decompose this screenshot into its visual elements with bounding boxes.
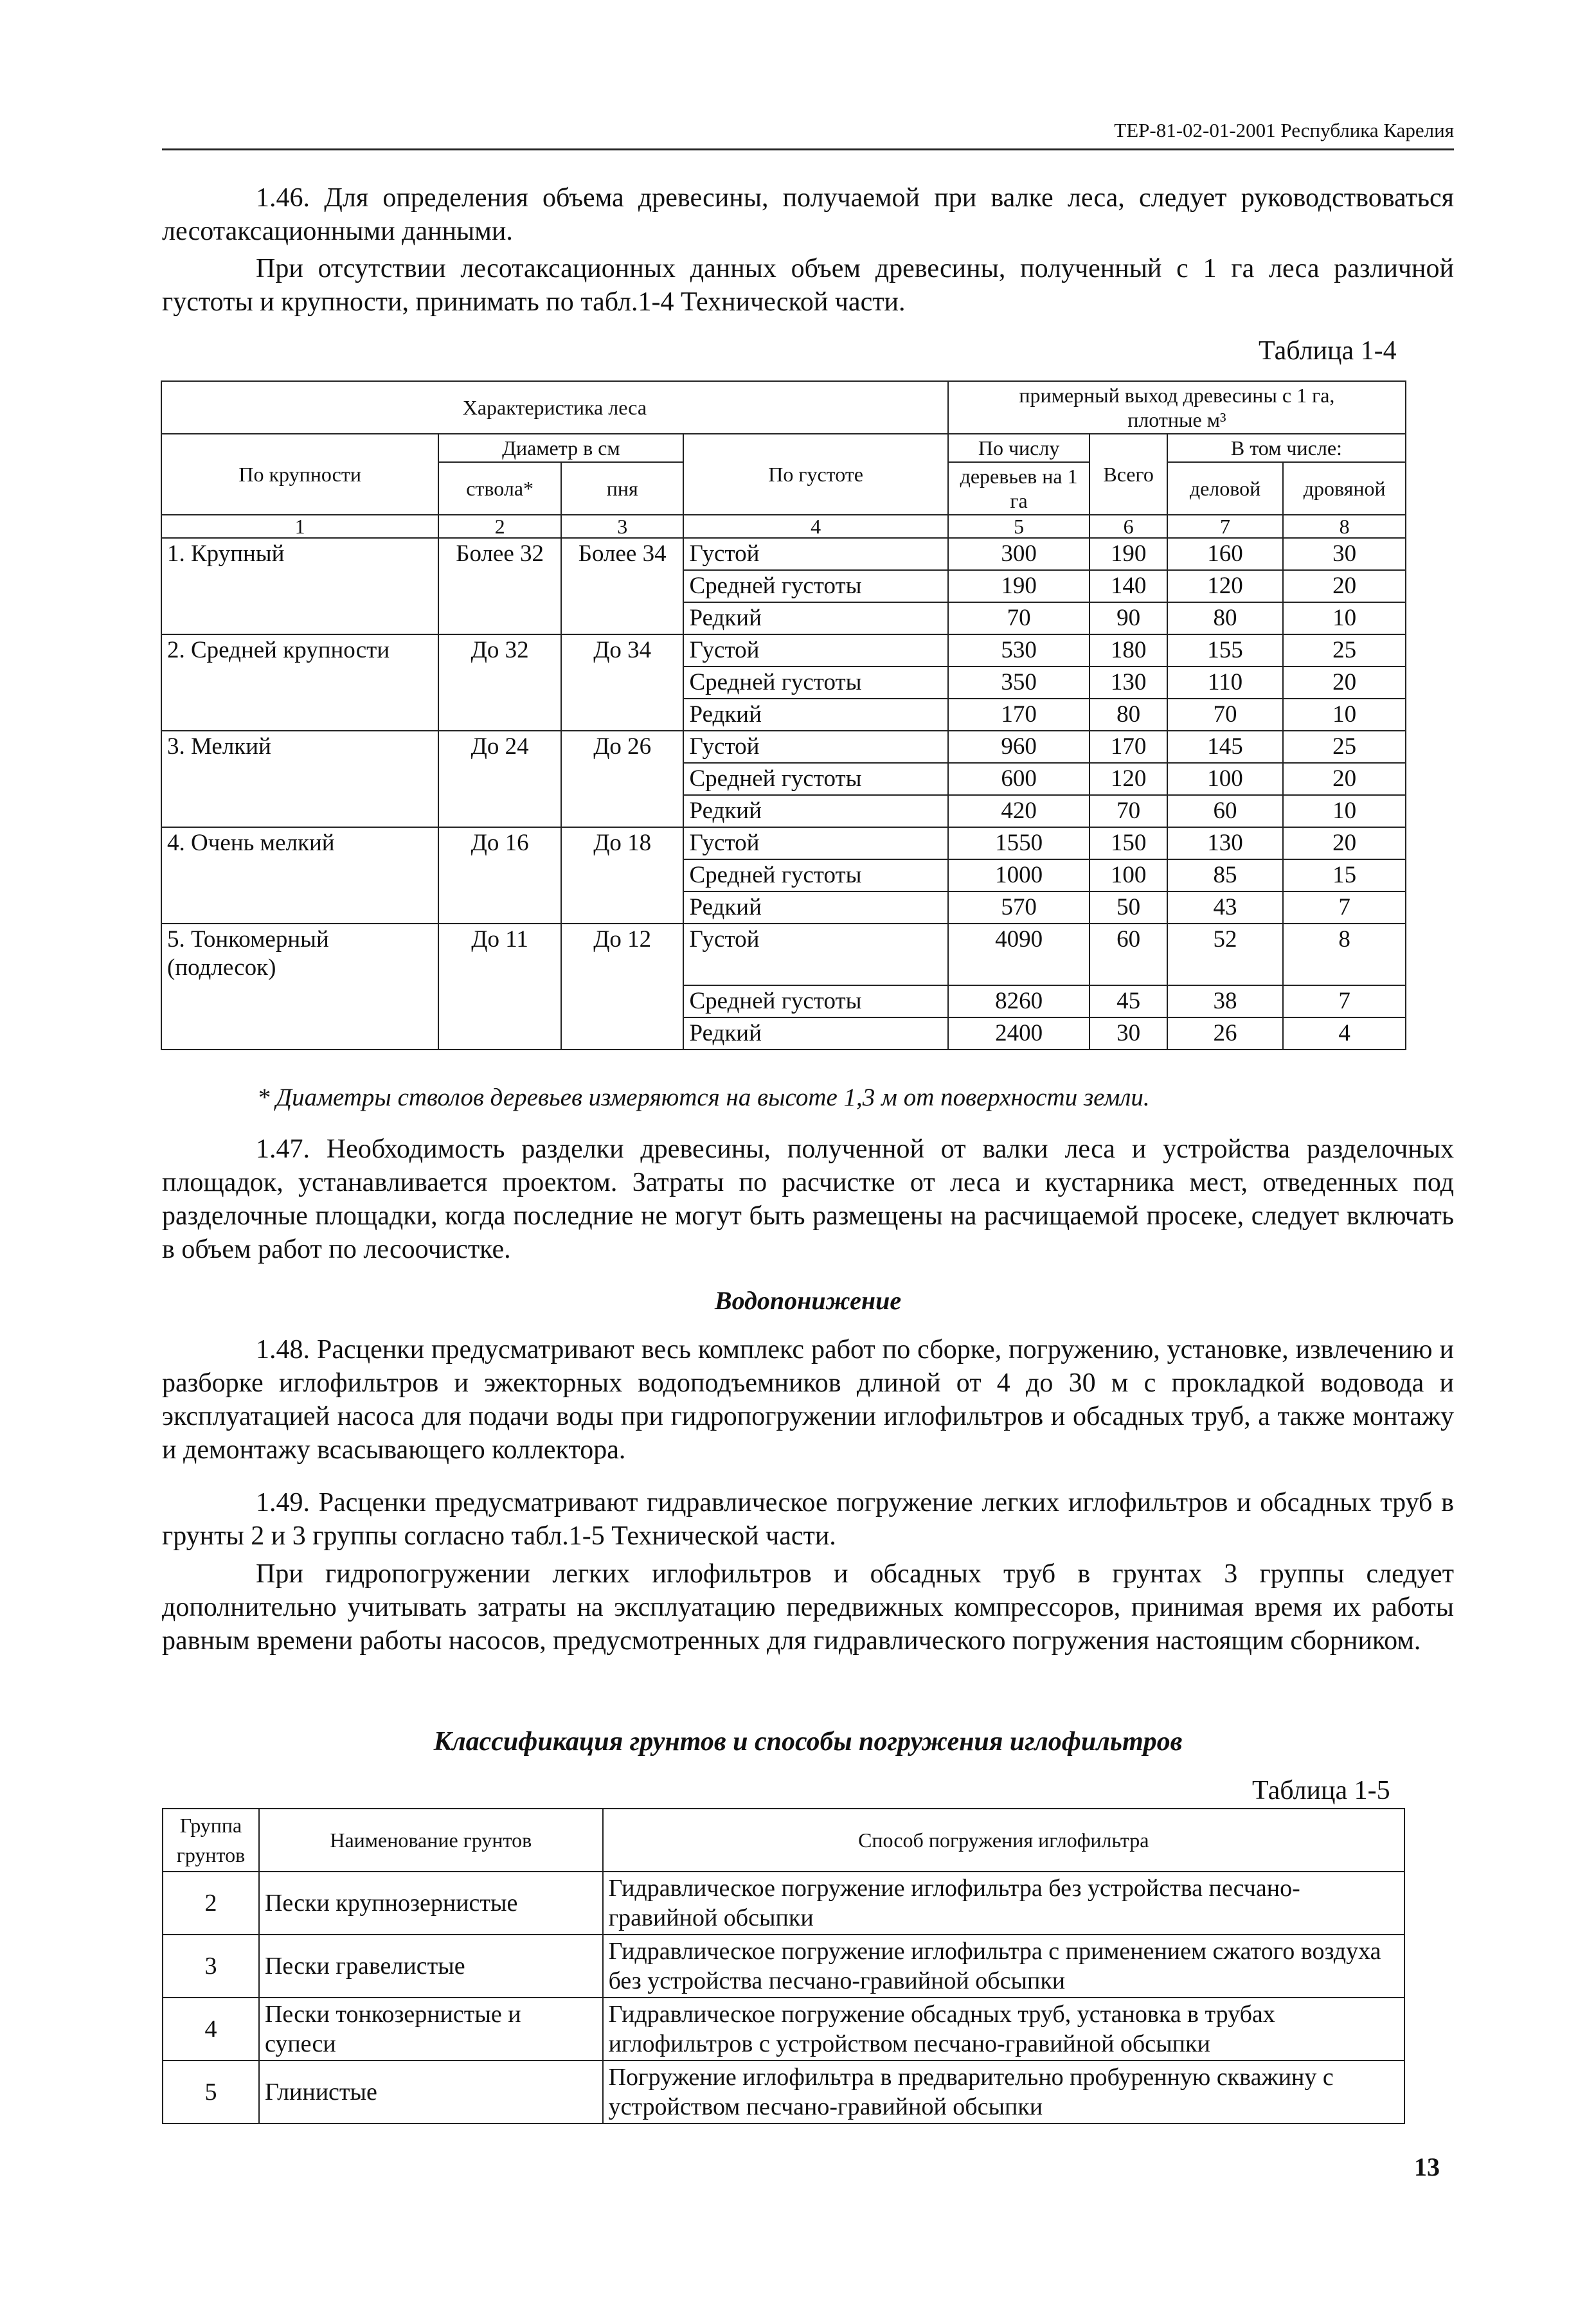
business-volume: 70 bbox=[1167, 699, 1284, 731]
total-volume: 60 bbox=[1089, 924, 1167, 985]
header-including: В том числе: bbox=[1167, 434, 1406, 462]
soil-name: Пески тонкозернистые и супеси bbox=[259, 1998, 603, 2061]
business-volume: 110 bbox=[1167, 666, 1284, 699]
table-1-5-title: Классификация грунтов и способы погружения иглофильтров bbox=[433, 1727, 1183, 1757]
size-class: 2. Средней крупности bbox=[161, 634, 438, 731]
density: Густой bbox=[683, 634, 947, 666]
size-class: 4. Очень мелкий bbox=[161, 827, 438, 924]
total-volume: 100 bbox=[1089, 859, 1167, 891]
trees-per-ha: 1550 bbox=[948, 827, 1090, 859]
table-1-4-footnote: * Диаметры стволов деревьев измеряются на высоте 1,3 м от поверхности земли. bbox=[257, 1084, 1150, 1111]
paragraph-1-47: 1.47. Необходимость разделки древесины, полученной от валки леса и устройства разделочных площадок, устанавливается проектом. Затраты по расчистке от леса и кустарника мест, отведенных под разделочные площадки, когда последние не могут быть размещены на расчищаемой просеке, следует включать в объем работ по лесоочистке. bbox=[162, 1134, 1454, 1264]
total-volume: 90 bbox=[1089, 602, 1167, 634]
column-index-row bbox=[161, 515, 1406, 538]
firewood-volume: 8 bbox=[1283, 924, 1406, 985]
firewood-volume: 25 bbox=[1283, 634, 1406, 666]
table-row bbox=[163, 1935, 1404, 1998]
trees-per-ha: 350 bbox=[948, 666, 1090, 699]
business-volume: 155 bbox=[1167, 634, 1284, 666]
density: Средней густоты bbox=[683, 570, 947, 602]
total-volume: 130 bbox=[1089, 666, 1167, 699]
density: Редкий bbox=[683, 602, 947, 634]
business-volume: 43 bbox=[1167, 891, 1284, 924]
trunk-diameter: Более 32 bbox=[438, 538, 561, 634]
paragraph-1-49: 1.49. Расценки предусматривают гидравлическое погружение легких иглофильтров и обсадных труб в грунты 2 и 3 группы согласно табл.1-5 Технической части. bbox=[162, 1488, 1454, 1551]
header-diameter: Диаметр в см bbox=[438, 434, 683, 462]
column-index: 5 bbox=[948, 515, 1090, 538]
trunk-diameter: До 24 bbox=[438, 731, 561, 827]
header-trees-per-ha: деревьев на 1 га bbox=[948, 462, 1090, 515]
firewood-volume: 10 bbox=[1283, 602, 1406, 634]
density: Средней густоты bbox=[683, 763, 947, 795]
table-row bbox=[163, 1872, 1404, 1935]
header-stump: пня bbox=[561, 462, 684, 515]
firewood-volume: 10 bbox=[1283, 699, 1406, 731]
trees-per-ha: 4090 bbox=[948, 924, 1090, 985]
column-index: 2 bbox=[438, 515, 561, 538]
density: Густой bbox=[683, 538, 947, 570]
trees-per-ha: 530 bbox=[948, 634, 1090, 666]
firewood-volume: 7 bbox=[1283, 891, 1406, 924]
immersion-method: Гидравлическое погружение иглофильтра с применением сжатого воздуха без устройства песчано-гравийной обсыпки bbox=[603, 1935, 1404, 1998]
trunk-diameter: До 16 bbox=[438, 827, 561, 924]
immersion-method: Гидравлическое погружение иглофильтра без устройства песчано-гравийной обсыпки bbox=[603, 1872, 1404, 1935]
total-volume: 80 bbox=[1089, 699, 1167, 731]
header-characteristic: Характеристика леса bbox=[161, 381, 948, 434]
total-volume: 70 bbox=[1089, 795, 1167, 827]
firewood-volume: 10 bbox=[1283, 795, 1406, 827]
business-volume: 52 bbox=[1167, 924, 1284, 985]
table-1-4-caption: Таблица 1-4 bbox=[1259, 336, 1397, 366]
trees-per-ha: 300 bbox=[948, 538, 1090, 570]
header-yield-line2: плотные м³ bbox=[1127, 408, 1226, 431]
header-by-count: По числу bbox=[948, 434, 1090, 462]
total-volume: 180 bbox=[1089, 634, 1167, 666]
trees-per-ha: 170 bbox=[948, 699, 1090, 731]
firewood-volume: 20 bbox=[1283, 763, 1406, 795]
trees-per-ha: 190 bbox=[948, 570, 1090, 602]
trees-per-ha: 570 bbox=[948, 891, 1090, 924]
trees-per-ha: 2400 bbox=[948, 1017, 1090, 1050]
stump-diameter: До 12 bbox=[561, 924, 684, 1050]
header-method: Способ погружения иглофильтра bbox=[603, 1809, 1404, 1872]
table-row bbox=[163, 2061, 1404, 2124]
size-class: 5. Тонкомерный (подлесок) bbox=[161, 924, 438, 1050]
header-soil-name: Наименование грунтов bbox=[259, 1809, 603, 1872]
header-business-wood: деловой bbox=[1167, 462, 1284, 515]
trunk-diameter: До 11 bbox=[438, 924, 561, 1050]
trees-per-ha: 420 bbox=[948, 795, 1090, 827]
total-volume: 170 bbox=[1089, 731, 1167, 763]
column-index: 7 bbox=[1167, 515, 1284, 538]
density: Густой bbox=[683, 731, 947, 763]
table-row bbox=[161, 924, 1406, 985]
size-class: 3. Мелкий bbox=[161, 731, 438, 827]
business-volume: 100 bbox=[1167, 763, 1284, 795]
soil-name: Глинистые bbox=[259, 2061, 603, 2124]
header-trunk: ствола* bbox=[438, 462, 561, 515]
column-index: 3 bbox=[561, 515, 684, 538]
header-yield bbox=[948, 381, 1406, 434]
header-soil-group: Группа грунтов bbox=[163, 1809, 259, 1872]
paragraph-1-48: 1.48. Расценки предусматривают весь комплекс работ по сборке, погружению, установке, извлечению и разборке иглофильтров и эжекторных водоподъемников длиной от 4 до 30 м с прокладкой водовода и эксплуатацией насоса для подачи воды при гидропогружении иглофильтров и обсадных труб, а также монтажу и демонтажу всасывающего коллектора. bbox=[162, 1335, 1454, 1465]
total-volume: 30 bbox=[1089, 1017, 1167, 1050]
total-volume: 140 bbox=[1089, 570, 1167, 602]
immersion-method: Погружение иглофильтра в предварительно пробуренную скважину с устройством песчано-гравийной обсыпки bbox=[603, 2061, 1404, 2124]
section-heading: Водопонижение bbox=[714, 1286, 902, 1315]
column-index: 8 bbox=[1283, 515, 1406, 538]
table-row bbox=[163, 1998, 1404, 2061]
firewood-volume: 20 bbox=[1283, 570, 1406, 602]
business-volume: 85 bbox=[1167, 859, 1284, 891]
header-total: Всего bbox=[1089, 434, 1167, 515]
size-class: 1. Крупный bbox=[161, 538, 438, 634]
business-volume: 160 bbox=[1167, 538, 1284, 570]
paragraph-1-46: 1.46. Для определения объема древесины, получаемой при валке леса, следует руководствоваться лесотаксационными данными. bbox=[162, 183, 1454, 246]
stump-diameter: До 26 bbox=[561, 731, 684, 827]
header-yield-line1: примерный выход древесины с 1 га, bbox=[1019, 384, 1335, 407]
density: Средней густоты bbox=[683, 985, 947, 1017]
density: Редкий bbox=[683, 1017, 947, 1050]
page-number: 13 bbox=[1414, 2152, 1440, 2181]
trees-per-ha: 8260 bbox=[948, 985, 1090, 1017]
density: Редкий bbox=[683, 891, 947, 924]
density: Густой bbox=[683, 827, 947, 859]
trees-per-ha: 960 bbox=[948, 731, 1090, 763]
trunk-diameter: До 32 bbox=[438, 634, 561, 731]
table-row bbox=[161, 538, 1406, 570]
firewood-volume: 20 bbox=[1283, 666, 1406, 699]
total-volume: 150 bbox=[1089, 827, 1167, 859]
header-density: По густоте bbox=[683, 434, 947, 515]
stump-diameter: Более 34 bbox=[561, 538, 684, 634]
header-size: По крупности bbox=[161, 434, 438, 515]
firewood-volume: 15 bbox=[1283, 859, 1406, 891]
table-1-5 bbox=[162, 1808, 1405, 2124]
business-volume: 145 bbox=[1167, 731, 1284, 763]
header-firewood: дровяной bbox=[1283, 462, 1406, 515]
table-1-4 bbox=[161, 380, 1406, 1050]
stump-diameter: До 18 bbox=[561, 827, 684, 924]
density: Редкий bbox=[683, 795, 947, 827]
soil-group: 2 bbox=[163, 1872, 259, 1935]
column-index: 4 bbox=[683, 515, 947, 538]
column-index: 6 bbox=[1089, 515, 1167, 538]
business-volume: 80 bbox=[1167, 602, 1284, 634]
soil-name: Пески гравелистые bbox=[259, 1935, 603, 1998]
business-volume: 60 bbox=[1167, 795, 1284, 827]
trees-per-ha: 1000 bbox=[948, 859, 1090, 891]
soil-group: 5 bbox=[163, 2061, 259, 2124]
density: Средней густоты bbox=[683, 859, 947, 891]
total-volume: 120 bbox=[1089, 763, 1167, 795]
paragraph-1-49-continued: При гидропогружении легких иглофильтров и обсадных труб в грунтах 3 группы следует дополнительно учитывать затраты на эксплуатацию передвижных компрессоров, принимая время их работы равным времени работы насосов, предусмотренных для гидравлического погружения настоящим сборником. bbox=[162, 1559, 1454, 1656]
trees-per-ha: 600 bbox=[948, 763, 1090, 795]
table-row bbox=[161, 731, 1406, 763]
stump-diameter: До 34 bbox=[561, 634, 684, 731]
trees-per-ha: 70 bbox=[948, 602, 1090, 634]
total-volume: 45 bbox=[1089, 985, 1167, 1017]
firewood-volume: 25 bbox=[1283, 731, 1406, 763]
soil-group: 3 bbox=[163, 1935, 259, 1998]
firewood-volume: 7 bbox=[1283, 985, 1406, 1017]
firewood-volume: 30 bbox=[1283, 538, 1406, 570]
paragraph-1-46-continued: При отсутствии лесотаксационных данных объем древесины, полученный с 1 га леса различной густоты и крупности, принимать по табл.1-4 Технической части. bbox=[162, 254, 1454, 317]
density: Густой bbox=[683, 924, 947, 985]
business-volume: 26 bbox=[1167, 1017, 1284, 1050]
immersion-method: Гидравлическое погружение обсадных труб, установка в трубах иглофильтров с устройством песчано-гравийной обсыпки bbox=[603, 1998, 1404, 2061]
business-volume: 38 bbox=[1167, 985, 1284, 1017]
business-volume: 130 bbox=[1167, 827, 1284, 859]
density: Средней густоты bbox=[683, 666, 947, 699]
column-index: 1 bbox=[161, 515, 438, 538]
table-row bbox=[161, 634, 1406, 666]
table-1-5-caption: Таблица 1-5 bbox=[1252, 1776, 1390, 1805]
soil-name: Пески крупнозернистые bbox=[259, 1872, 603, 1935]
firewood-volume: 4 bbox=[1283, 1017, 1406, 1050]
soil-group: 4 bbox=[163, 1998, 259, 2061]
document-header: ТЕР-81-02-01-2001 Республика Карелия bbox=[162, 119, 1454, 150]
total-volume: 50 bbox=[1089, 891, 1167, 924]
total-volume: 190 bbox=[1089, 538, 1167, 570]
table-row bbox=[161, 827, 1406, 859]
density: Редкий bbox=[683, 699, 947, 731]
firewood-volume: 20 bbox=[1283, 827, 1406, 859]
business-volume: 120 bbox=[1167, 570, 1284, 602]
